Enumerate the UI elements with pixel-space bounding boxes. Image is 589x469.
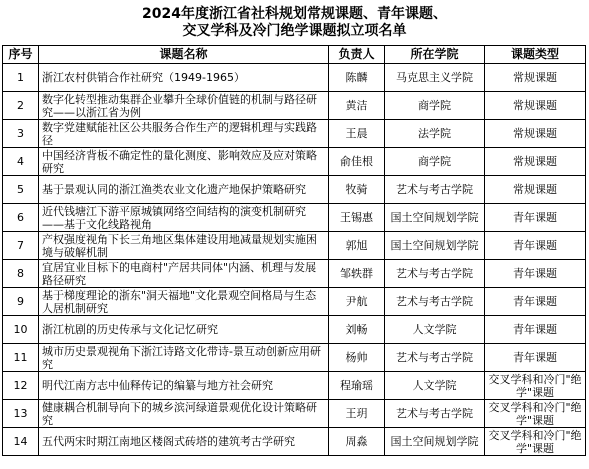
college-name: 国土空间规划学院 [385, 232, 485, 260]
project-type: 青年课题 [485, 260, 586, 288]
college-name: 国土空间规划学院 [385, 204, 485, 232]
table-row [3, 428, 586, 456]
title-line-1: 2024年度浙江省社科规划常规课题、青年课题、 [142, 6, 447, 22]
project-type: 青年课题 [485, 204, 586, 232]
document-title [0, 0, 589, 40]
college-name: 人文学院 [385, 372, 485, 400]
row-number: 11 [3, 344, 39, 372]
project-name: 基于梯度理论的浙东"洞天福地"文化景观空间格局与生态人居机制研究 [39, 288, 329, 316]
person-name: 王晨 [329, 120, 385, 148]
person-name: 陈麟 [329, 64, 385, 92]
college-name: 国土空间规划学院 [385, 428, 485, 456]
table-row [3, 148, 586, 176]
project-type: 常规课题 [485, 120, 586, 148]
college-name: 法学院 [385, 120, 485, 148]
person-name: 邹轶群 [329, 260, 385, 288]
project-name: 浙江农村供销合作社研究（1949-1965） [39, 64, 329, 92]
project-type: 交叉学科和冷门"绝学"课题 [485, 400, 586, 428]
table-row [3, 372, 586, 400]
table-header-row [3, 46, 586, 64]
table-row [3, 204, 586, 232]
row-number: 5 [3, 176, 39, 204]
project-name: 基于景观认同的浙江渔类农业文化遗产地保护策略研究 [39, 176, 329, 204]
project-type: 常规课题 [485, 148, 586, 176]
project-name: 健康耦合机制导向下的城乡滨河绿道景观优化设计策略研究 [39, 400, 329, 428]
row-number: 7 [3, 232, 39, 260]
project-table [2, 45, 586, 456]
college-name: 人文学院 [385, 316, 485, 344]
header-type: 课题类型 [485, 46, 586, 64]
project-type: 常规课题 [485, 176, 586, 204]
person-name: 俞佳根 [329, 148, 385, 176]
project-name: 近代钱塘江下游平原城镇网络空间结构的演变机制研究——基于文化线路视角 [39, 204, 329, 232]
person-name: 周淼 [329, 428, 385, 456]
college-name: 艺术与考古学院 [385, 400, 485, 428]
person-name: 尹航 [329, 288, 385, 316]
table-row [3, 176, 586, 204]
row-number: 4 [3, 148, 39, 176]
college-name: 马克思主义学院 [385, 64, 485, 92]
project-name: 宜居宜业目标下的电商村"产居共同体"内涵、机理与发展路径研究 [39, 260, 329, 288]
project-type: 常规课题 [485, 92, 586, 120]
person-name: 王锡惠 [329, 204, 385, 232]
row-number: 9 [3, 288, 39, 316]
person-name: 程瑜瑶 [329, 372, 385, 400]
table-row [3, 92, 586, 120]
project-name: 产权强度视角下长三角地区集体建设用地减量规划实施困境与破解机制 [39, 232, 329, 260]
person-name: 黄洁 [329, 92, 385, 120]
person-name: 刘畅 [329, 316, 385, 344]
table-row [3, 400, 586, 428]
row-number: 3 [3, 120, 39, 148]
row-number: 6 [3, 204, 39, 232]
table-row [3, 232, 586, 260]
table-body [3, 64, 586, 456]
person-name: 郭旭 [329, 232, 385, 260]
table-row [3, 344, 586, 372]
table-row [3, 316, 586, 344]
row-number: 2 [3, 92, 39, 120]
project-type: 青年课题 [485, 232, 586, 260]
row-number: 12 [3, 372, 39, 400]
project-name: 明代江南方志中仙释传记的编纂与地方社会研究 [39, 372, 329, 400]
person-name: 杨帅 [329, 344, 385, 372]
project-name: 数字党建赋能社区公共服务合作生产的逻辑机理与实践路径 [39, 120, 329, 148]
table-row [3, 120, 586, 148]
header-college: 所在学院 [385, 46, 485, 64]
person-name: 王玥 [329, 400, 385, 428]
table-row [3, 288, 586, 316]
college-name: 商学院 [385, 92, 485, 120]
header-person: 负责人 [329, 46, 385, 64]
college-name: 商学院 [385, 148, 485, 176]
table-row [3, 64, 586, 92]
row-number: 13 [3, 400, 39, 428]
project-name: 五代两宋时期江南地区楼阁式砖塔的建筑考古学研究 [39, 428, 329, 456]
project-type: 青年课题 [485, 316, 586, 344]
row-number: 14 [3, 428, 39, 456]
project-name: 数字化转型推动集群企业攀升全球价值链的机制与路径研究——以浙江省为例 [39, 92, 329, 120]
project-type: 常规课题 [485, 64, 586, 92]
row-number: 8 [3, 260, 39, 288]
person-name: 牧骑 [329, 176, 385, 204]
project-name: 城市历史景观视角下浙江诗路文化带诗-景互动创新应用研究 [39, 344, 329, 372]
header-no: 序号 [3, 46, 39, 64]
college-name: 艺术与考古学院 [385, 344, 485, 372]
project-type: 青年课题 [485, 288, 586, 316]
header-project-name: 课题名称 [39, 46, 329, 64]
college-name: 艺术与考古学院 [385, 176, 485, 204]
table-row [3, 260, 586, 288]
project-name: 中国经济背板不确定性的量化测度、影响效应及应对策略研究 [39, 148, 329, 176]
project-type: 交叉学科和冷门"绝学"课题 [485, 428, 586, 456]
college-name: 艺术与考古学院 [385, 260, 485, 288]
college-name: 艺术与考古学院 [385, 288, 485, 316]
project-type: 交叉学科和冷门"绝学"课题 [485, 372, 586, 400]
project-type: 青年课题 [485, 344, 586, 372]
title-line-2: 交叉学科及冷门绝学课题拟立项名单 [182, 23, 407, 39]
project-name: 浙江杭剧的历史传承与文化记忆研究 [39, 316, 329, 344]
row-number: 10 [3, 316, 39, 344]
row-number: 1 [3, 64, 39, 92]
